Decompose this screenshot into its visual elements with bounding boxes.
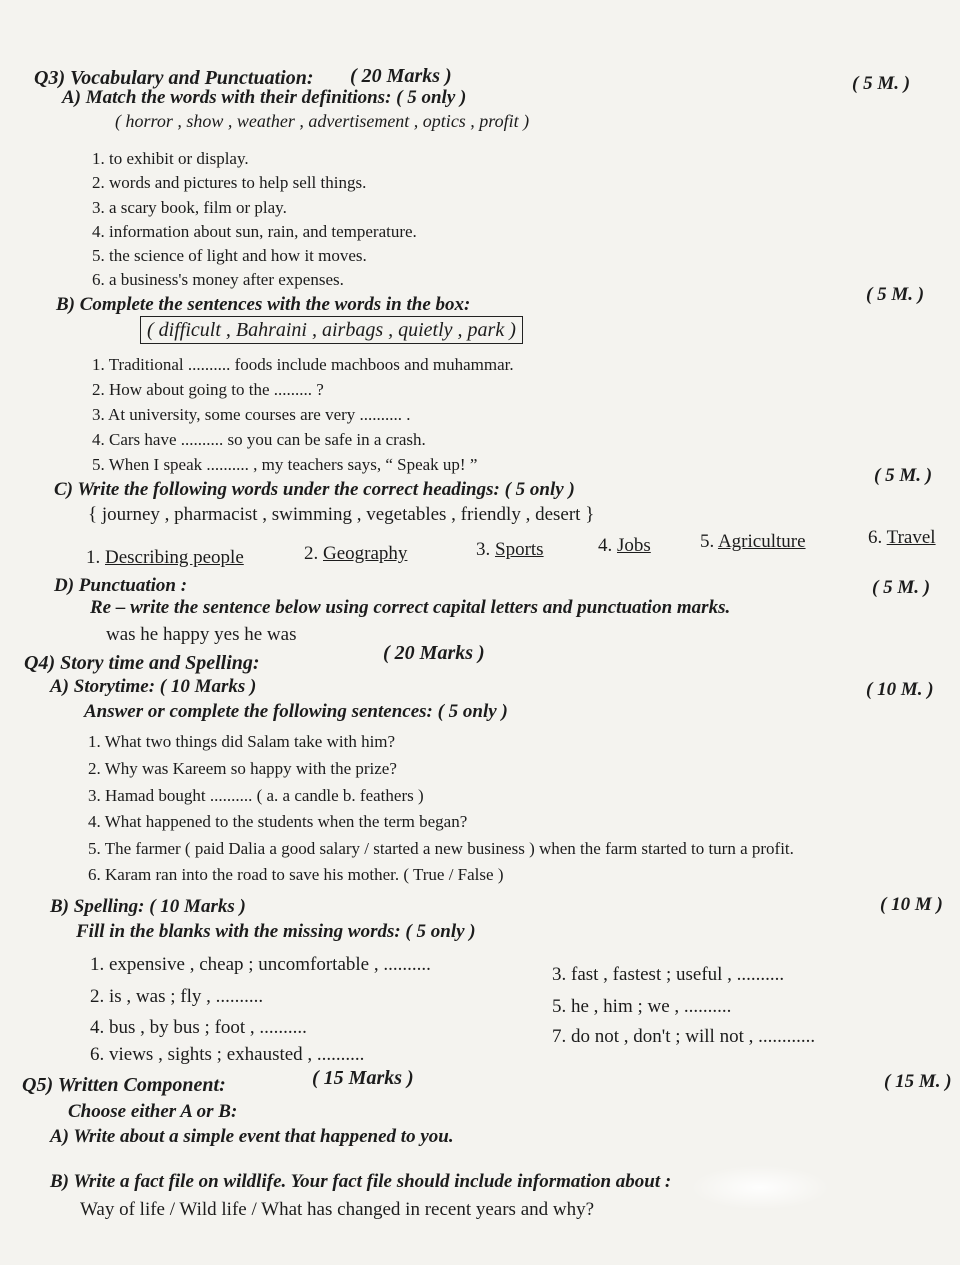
q3c-heading: 3. Sports [476,539,544,560]
q5-option-b: B) Write a fact file on wildlife. Your fact file should include information about : [50,1171,672,1192]
q3b-item: 2. How about going to the ......... ? [92,380,324,399]
q4b-item: 7. do not , don't ; will not , ............ [552,1026,816,1047]
q5-marks: ( 15 Marks ) [312,1067,414,1089]
q3a-item: 2. words and pictures to help sell things. [92,173,367,192]
paper-fold-highlight [690,1165,830,1210]
q3a-word-list: ( horror , show , weather , advertisement , optics , profit ) [115,111,530,131]
q5-choose: Choose either A or B: [68,1101,238,1122]
q3c-title: C) Write the following words under the correct headings: ( 5 only ) [54,479,575,500]
q4b-item: 4. bus , by bus ; foot , .......... [90,1017,307,1038]
q3c-heading: 2. Geography [304,543,408,564]
q3a-marks: ( 5 M. ) [852,73,911,94]
q3b-item: 3. At university, some courses are very .......... . [92,405,411,424]
q3a-item: 1. to exhibit or display. [92,149,249,168]
q4a-item: 3. Hamad bought .......... ( a. a candle b. feathers ) [88,786,424,805]
q3d-title: D) Punctuation : [54,575,188,596]
q3b-item: 4. Cars have .......... so you can be safe in a crash. [92,430,426,449]
q3a-title: A) Match the words with their definitions: ( 5 only ) [62,87,467,108]
q4b-item: 5. he , him ; we , .......... [552,996,732,1017]
q3a-item: 5. the science of light and how it moves. [92,246,367,265]
q4a-marks: ( 10 M. ) [866,679,934,700]
q3a-item: 6. a business's money after expenses. [92,270,344,289]
q3-title: Q3) Vocabulary and Punctuation: [34,67,314,89]
q4a-item: 4. What happened to the students when the term began? [88,812,468,831]
q5-title: Q5) Written Component: [22,1074,226,1096]
q4a-item: 2. Why was Kareem so happy with the prize? [88,759,397,778]
q4b-item: 6. views , sights ; exhausted , .......... [90,1044,365,1065]
q4a-item: 5. The farmer ( paid Dalia a good salary / started a new business ) when the farm started to turn a profit. [88,839,794,858]
q5-right-marks: ( 15 M. ) [884,1071,952,1092]
q4a-instruction: Answer or complete the following sentences: ( 5 only ) [84,701,508,722]
q3a-item: 4. information about sun, rain, and temperature. [92,222,417,241]
q4a-title: A) Storytime: ( 10 Marks ) [50,676,257,697]
q3c-word-list: { journey , pharmacist , swimming , vegetables , friendly , desert } [88,504,595,525]
q3d-sentence: was he happy yes he was [106,624,297,645]
q3c-heading: 1. Describing people [86,547,244,568]
q4a-item: 6. Karam ran into the road to save his mother. ( True / False ) [88,865,504,884]
q3-marks: ( 20 Marks ) [350,65,452,87]
q5-option-a: A) Write about a simple event that happened to you. [50,1126,454,1147]
q3b-item: 1. Traditional .......... foods include machboos and muhammar. [92,355,514,374]
q4-title: Q4) Story time and Spelling: [24,652,260,674]
q4b-marks: ( 10 M ) [880,894,943,915]
q3c-marks: ( 5 M. ) [874,465,933,486]
q4a-item: 1. What two things did Salam take with him? [88,732,396,751]
q4b-instruction: Fill in the blanks with the missing words: ( 5 only ) [76,921,476,942]
q3b-marks: ( 5 M. ) [866,284,925,305]
q4b-item: 2. is , was ; fly , .......... [90,986,264,1007]
q3d-instruction: Re – write the sentence below using correct capital letters and punctuation marks. [90,597,731,618]
q3a-item: 3. a scary book, film or play. [92,198,287,217]
q3c-heading: 5. Agriculture [700,531,806,552]
q3c-heading: 4. Jobs [598,535,651,556]
q4b-item: 3. fast , fastest ; useful , .......... [552,964,785,985]
q4-marks: ( 20 Marks ) [383,642,485,664]
q4b-title: B) Spelling: ( 10 Marks ) [50,896,246,917]
q3b-word-box: ( difficult , Bahraini , airbags , quietly , park ) [140,316,523,344]
q3b-title: B) Complete the sentences with the words in the box: [56,294,471,315]
q5-topics: Way of life / Wild life / What has changed in recent years and why? [80,1199,595,1220]
q3b-item: 5. When I speak .......... , my teachers says, “ Speak up! ” [92,455,478,474]
q4b-item: 1. expensive , cheap ; uncomfortable , .......... [90,954,431,975]
q3c-heading: 6. Travel [868,527,936,548]
q3d-marks: ( 5 M. ) [872,577,931,598]
